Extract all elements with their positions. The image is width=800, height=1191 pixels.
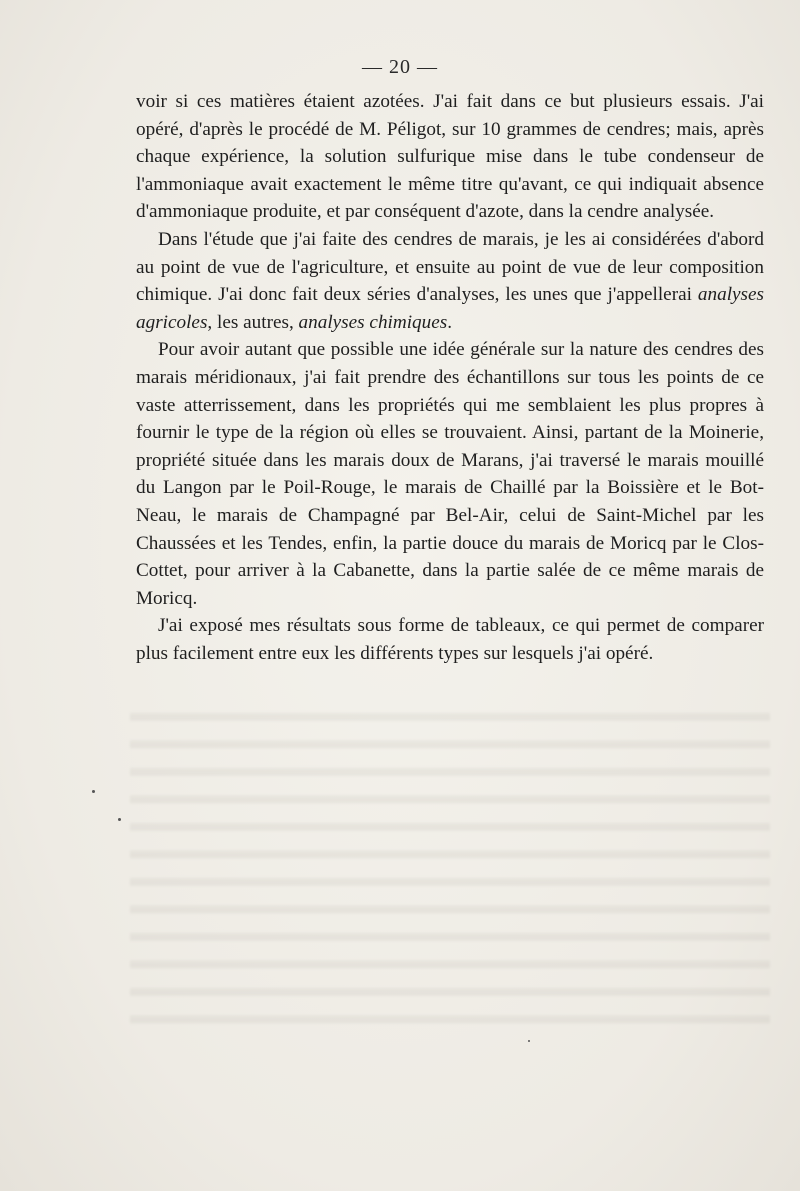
- paragraph-2-text-a: Dans l'étude que j'ai faite des cendres de marais, je les ai considérées d'abord au point de vue de l'agriculture, et ensuite au point de vue de leur composition chimique. J'ai donc fait deux séries d'analyses, les unes que j'appellerai: [136, 228, 764, 306]
- ink-speck: [92, 790, 95, 793]
- paragraph-4: J'ai exposé mes résultats sous forme de tableaux, ce qui permet de comparer plus facilement entre eux les différents types sur lesquels j'ai opéré.: [136, 615, 764, 664]
- paragraph-1: voir si ces matières étaient azotées. J'ai fait dans ce but plusieurs essais. J'ai opéré, d'après le procédé de M. Péligot, sur 10 grammes de cendres; mais, après chaque expérience, la solution sulfurique mise dans le tube condenseur de l'ammoniaque avait exactement le même titre qu'avant, ce qui indiquait absence d'ammoniaque produite, et par conséquent d'azote, dans la cendre analysée.: [136, 91, 764, 223]
- italic-analyses-chimiques: analyses chimiques: [298, 311, 448, 333]
- body-text: [136, 88, 764, 667]
- paragraph-2-text-c: .: [447, 311, 453, 333]
- ink-speck: [118, 818, 121, 821]
- show-through-texture: [130, 700, 770, 1030]
- paragraph-3: Pour avoir autant que possible une idée générale sur la nature des cendres des marais méridionaux, j'ai fait prendre des échantillons sur tous les points de ce vaste atterrissement, dans les propriétés qui me semblaient les plus propres à fournir le type de la région où elles se trouvaient. Ainsi, partant de la Moinerie, propriété située dans les marais doux de Marans, j'ai traversé le marais mouillé du Langon par le Poil-Rouge, le marais de Chaillé par la Boissière et le Bot-Neau, le marais de Champagné par Bel-Air, celui de Saint-Michel par les Chaussées et les Tendes, enfin, la partie douce du marais de Moricq par le Clos-Cottet, pour arriver à la Cabanette, dans la partie salée de ce même marais de Moricq.: [136, 339, 764, 609]
- page-number: — 20 —: [362, 56, 438, 78]
- paragraph-2-text-b: , les autres,: [207, 311, 299, 333]
- paragraph-2: [136, 226, 764, 336]
- italic-analyses-agricoles: analyses agricoles: [136, 284, 764, 333]
- ink-speck: [528, 1040, 530, 1042]
